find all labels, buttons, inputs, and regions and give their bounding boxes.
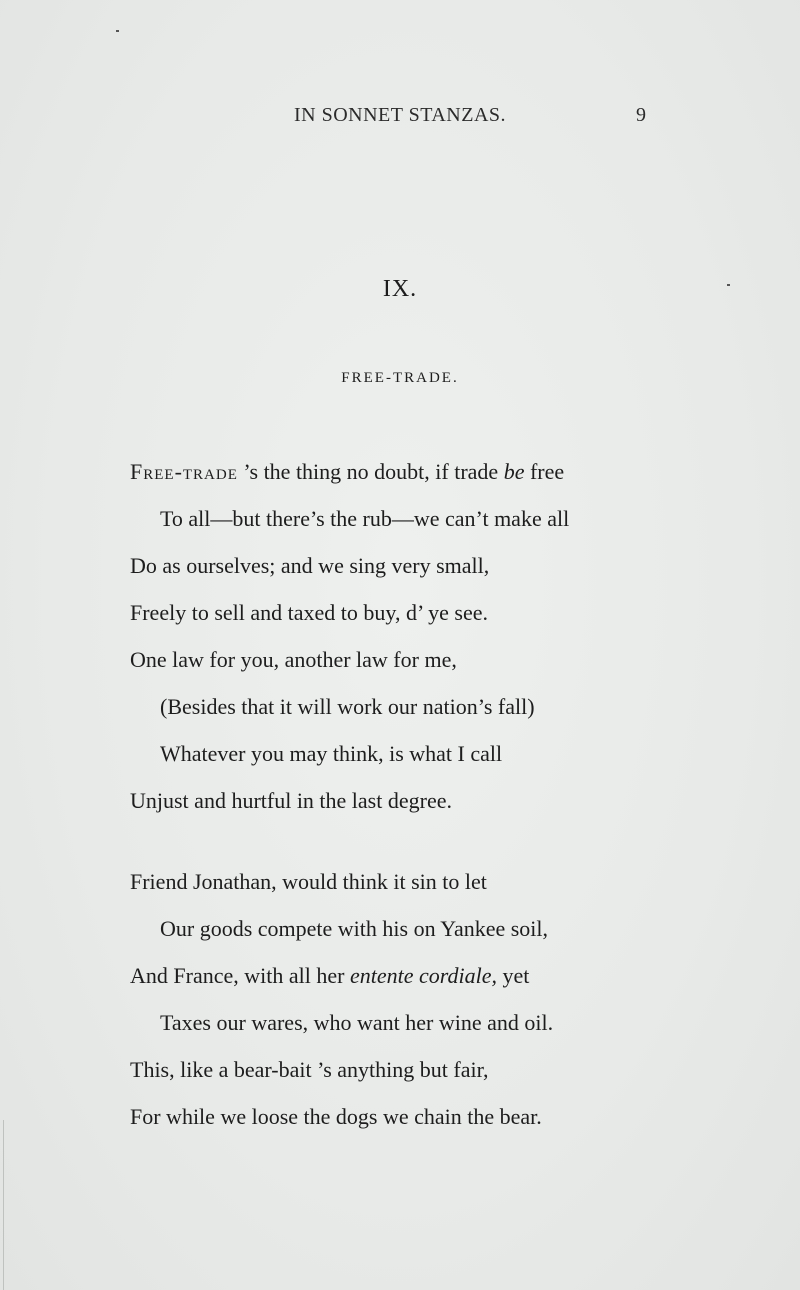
stanza-1-line-1-emphasis: be (503, 459, 525, 484)
stanza-1-line-8: Unjust and hurtful in the last degree. (130, 788, 452, 813)
stanza-2-line-3-part-a: And France, with all her (130, 963, 350, 988)
stanza-2-line-6: For while we loose the dogs we chain the bear. (130, 1104, 542, 1129)
stanza-1-line-7: Whatever you may think, is what I call (160, 741, 503, 766)
stanza-2-line-3-emphasis: entente cordiale, (349, 963, 497, 988)
stanza-2-line-4: Taxes our wares, who want her wine and oil. (160, 1010, 554, 1035)
stanza-2-line-1: Friend Jonathan, would think it sin to let (130, 869, 487, 894)
stanza-1-line-2: To all—but there’s the rub—we can’t make all (160, 506, 570, 531)
stanza-1-line-4: Freely to sell and taxed to buy, d’ ye see. (130, 600, 489, 625)
speck-mark (116, 30, 119, 32)
stanza-2-line-3 (130, 965, 529, 987)
stanza-2-line-3-part-b: yet (496, 963, 530, 988)
stanza-1-line-1-lead: Free-trade (130, 459, 238, 484)
poem-title: FREE-TRADE. (341, 370, 459, 386)
stanza-1-line-6: (Besides that it will work our nation’s fall) (160, 694, 535, 719)
stanza-1-line-3: Do as ourselves; and we sing very small, (130, 553, 490, 578)
page-number: 9 (636, 104, 646, 126)
stanza-1-line-1 (130, 461, 564, 483)
page-edge-line (3, 1120, 4, 1290)
section-number: IX. (382, 276, 418, 302)
stanza-2-line-2: Our goods compete with his on Yankee soil, (160, 916, 549, 941)
stanza-1-line-1-part-b: free (524, 459, 565, 484)
stanza-1-line-1-part-a: ’s the thing no doubt, if trade (237, 459, 504, 484)
stanza-1-line-5: One law for you, another law for me, (130, 647, 457, 672)
running-title: IN SONNET STANZAS. (293, 104, 507, 126)
stanza-2-line-5: This, like a bear-bait ’s anything but fair, (130, 1057, 489, 1082)
